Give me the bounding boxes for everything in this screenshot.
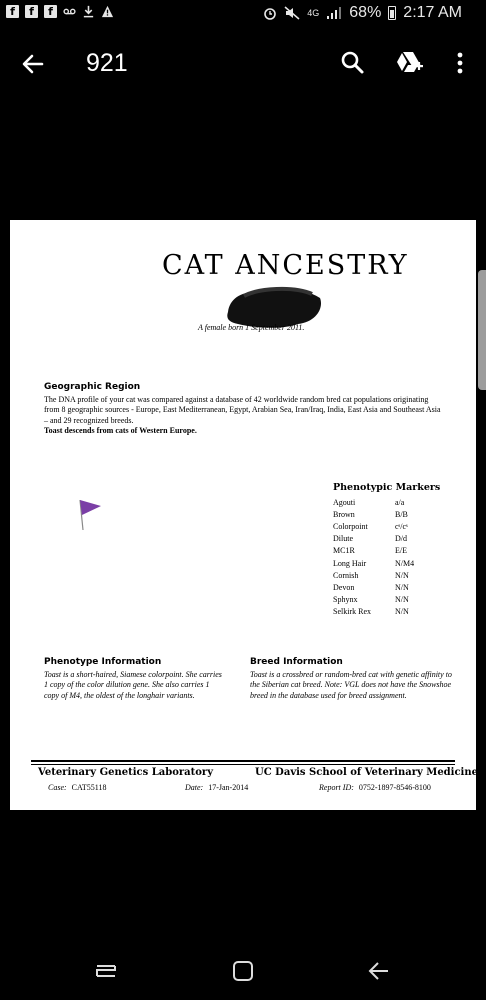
home-icon[interactable] <box>230 958 256 984</box>
facebook-icon: f <box>44 5 57 18</box>
alarm-icon <box>263 6 277 20</box>
marker-row <box>333 533 435 545</box>
markers-heading: Phenotypic Markers <box>333 482 441 493</box>
network-type: 4G <box>307 8 320 18</box>
marker-row <box>333 581 435 593</box>
marker-value: a/a <box>395 497 405 507</box>
breed-body: Toast is a crossbred or random-bred cat with genetic affinity to the Siberian cat breed. Note: VGL does not have the Snowshoe breed in the database used for breed assignment. <box>250 670 452 700</box>
phenotype-heading: Phenotype Information <box>44 657 162 667</box>
marker-name: Long Hair <box>333 558 367 568</box>
lab-name: Veterinary Genetics Laboratory <box>38 767 214 778</box>
marker-row <box>333 496 435 508</box>
marker-row <box>333 594 435 606</box>
geo-body <box>44 395 444 436</box>
drive-add-icon[interactable] <box>394 48 424 78</box>
search-icon[interactable] <box>338 48 368 78</box>
marker-name: Brown <box>333 509 355 519</box>
marker-row <box>333 606 435 618</box>
marker-value: cˢ/cˢ <box>395 521 408 531</box>
marker-name: Colorpoint <box>333 521 368 531</box>
battery-percent: 68% <box>349 4 382 21</box>
voicemail-icon <box>63 5 76 18</box>
recents-icon[interactable] <box>93 958 119 984</box>
navigation-bar <box>0 940 486 1000</box>
marker-row <box>333 520 435 532</box>
marker-value: N/M4 <box>395 558 415 568</box>
battery-icon <box>388 6 396 20</box>
flag-icon <box>76 498 102 532</box>
geo-conclusion: Toast descends from cats of Western Europe. <box>44 425 197 435</box>
marker-row <box>333 569 435 581</box>
report-date: Date: 17-Jan-2014 <box>185 783 249 792</box>
marker-name: Cornish <box>333 570 359 580</box>
back-arrow-icon[interactable] <box>20 51 46 77</box>
marker-value: N/N <box>395 607 409 617</box>
marker-value: N/N <box>395 582 409 592</box>
app-bar <box>0 34 486 94</box>
marker-value: D/d <box>395 534 407 544</box>
markers-table <box>333 496 435 618</box>
download-icon <box>82 5 95 18</box>
marker-value: N/N <box>395 595 409 605</box>
marker-name: MC1R <box>333 546 355 556</box>
facebook-icon: f <box>6 5 19 18</box>
phenotype-body: Toast is a short-haired, Siamese colorpoint. She carries 1 copy of the color dilution gene. She also carries 1 copy of M4, the oldest of the longhair variants. <box>44 670 222 700</box>
scrollbar-thumb[interactable] <box>478 270 486 390</box>
document-title: CAT ANCESTRY <box>162 250 409 281</box>
file-title: 921 <box>86 49 128 77</box>
footer-rule-thin <box>31 764 455 765</box>
marker-row <box>333 508 435 520</box>
geo-text: The DNA profile of your cat was compared against a database of 42 worldwide random bred cat populations originating from 8 geographic sources - Europe, East Mediterranean, Egypt, Arabian Sea, Iran/Iraq, India, East Asia and Southeast Asia – and 29 recognized breeds. <box>44 395 441 425</box>
marker-row <box>333 557 435 569</box>
clock: 2:17 AM <box>403 4 462 21</box>
footer-rule <box>31 760 455 762</box>
marker-name: Dilute <box>333 534 353 544</box>
document-page[interactable] <box>10 220 476 810</box>
report-id: Report ID: 0752-1897-8546-8100 <box>319 783 431 792</box>
warning-icon <box>101 5 114 18</box>
marker-name: Agouti <box>333 497 356 507</box>
nav-back-icon[interactable] <box>366 958 392 984</box>
geo-heading: Geographic Region <box>44 382 141 392</box>
marker-value: B/B <box>395 509 408 519</box>
system-status <box>263 4 462 22</box>
signal-icon <box>326 6 342 20</box>
notification-icons <box>6 5 114 18</box>
marker-row <box>333 545 435 557</box>
mute-icon <box>284 6 300 20</box>
case-id: Case: CAT55118 <box>48 783 107 792</box>
document-subtitle: A female born 1 September 2011. <box>198 323 305 332</box>
breed-heading: Breed Information <box>250 657 343 667</box>
marker-name: Selkirk Rex <box>333 607 371 617</box>
facebook-icon: f <box>25 5 38 18</box>
status-bar <box>0 0 486 30</box>
school-name: UC Davis School of Veterinary Medicine <box>255 767 478 778</box>
marker-name: Sphynx <box>333 595 358 605</box>
more-vert-icon[interactable] <box>445 48 475 78</box>
marker-value: N/N <box>395 570 409 580</box>
marker-value: E/E <box>395 546 407 556</box>
marker-name: Devon <box>333 582 355 592</box>
